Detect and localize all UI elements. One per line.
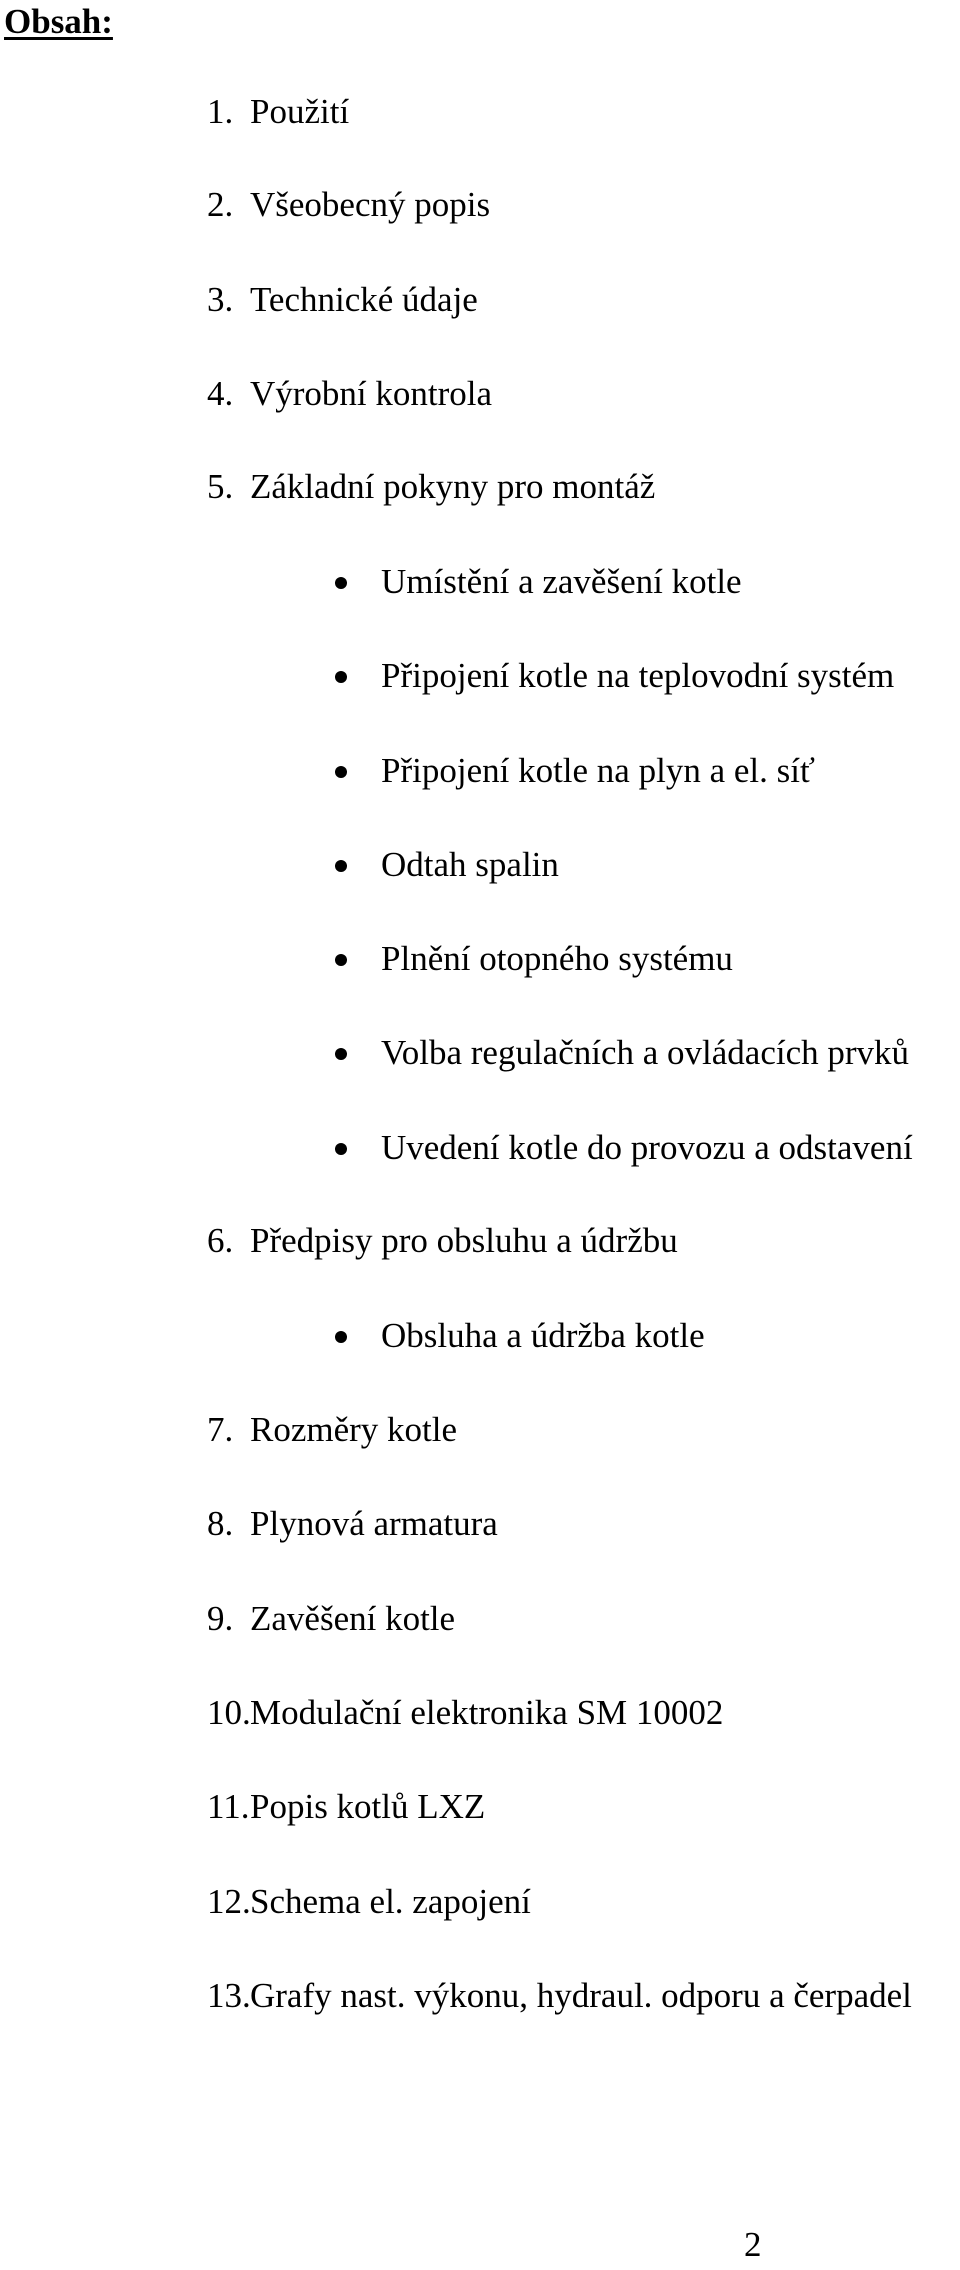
toc-item-text: Zavěšení kotle — [250, 1599, 456, 1638]
bullet-icon — [335, 1048, 347, 1060]
toc-item-text: Grafy nast. výkonu, hydraul. odporu a čerpadel — [250, 1976, 912, 2015]
bullet-icon — [335, 766, 347, 778]
toc-item-text: Schema el. zapojení — [250, 1882, 531, 1921]
toc-item-text: Předpisy pro obsluhu a údržbu — [250, 1221, 678, 1260]
bullet-icon — [335, 671, 347, 683]
toc-subitem-text: Odtah spalin — [381, 845, 559, 884]
toc-subitem-text: Uvedení kotle do provozu a odstavení — [381, 1128, 913, 1167]
toc-item-number: 3. — [207, 280, 234, 319]
toc-item-number: 9. — [207, 1599, 234, 1638]
toc-item-number: 1. — [207, 92, 234, 131]
bullet-icon — [335, 577, 347, 589]
bullet-icon — [335, 1143, 347, 1155]
toc-item-number: 13. — [207, 1976, 251, 2015]
toc-item-text: Všeobecný popis — [250, 185, 491, 224]
toc-item-number: 11. — [207, 1787, 250, 1826]
toc-item-number: 5. — [207, 467, 234, 506]
toc-subitem-text: Plnění otopného systému — [381, 939, 733, 978]
page-number: 2 — [744, 2225, 762, 2264]
toc-heading: Obsah: — [4, 2, 113, 41]
toc-subitem-text: Připojení kotle na plyn a el. síť — [381, 751, 815, 790]
toc-item-number: 7. — [207, 1410, 234, 1449]
bullet-icon — [335, 1331, 347, 1343]
toc-item-text: Použití — [250, 92, 350, 131]
toc-item-number: 4. — [207, 374, 234, 413]
bullet-icon — [335, 860, 347, 872]
toc-item-number: 12. — [207, 1882, 251, 1921]
toc-item-text: Plynová armatura — [250, 1504, 498, 1543]
toc-subitem-text: Umístění a zavěšení kotle — [381, 562, 742, 601]
toc-subitem-text: Obsluha a údržba kotle — [381, 1316, 705, 1355]
toc-subitem-text: Připojení kotle na teplovodní systém — [381, 656, 895, 695]
toc-item-number: 10. — [207, 1693, 251, 1732]
toc-subitem-text: Volba regulačních a ovládacích prvků — [381, 1033, 910, 1072]
toc-item-text: Popis kotlů LXZ — [250, 1787, 486, 1826]
toc-item-text: Rozměry kotle — [250, 1410, 458, 1449]
bullet-icon — [335, 954, 347, 966]
toc-item-text: Základní pokyny pro montáž — [250, 467, 656, 506]
toc-item-number: 8. — [207, 1504, 234, 1543]
toc-item-text: Technické údaje — [250, 280, 478, 319]
toc-item-number: 2. — [207, 185, 234, 224]
toc-item-text: Modulační elektronika SM 10002 — [250, 1693, 724, 1732]
toc-item-number: 6. — [207, 1221, 234, 1260]
toc-item-text: Výrobní kontrola — [250, 374, 493, 413]
